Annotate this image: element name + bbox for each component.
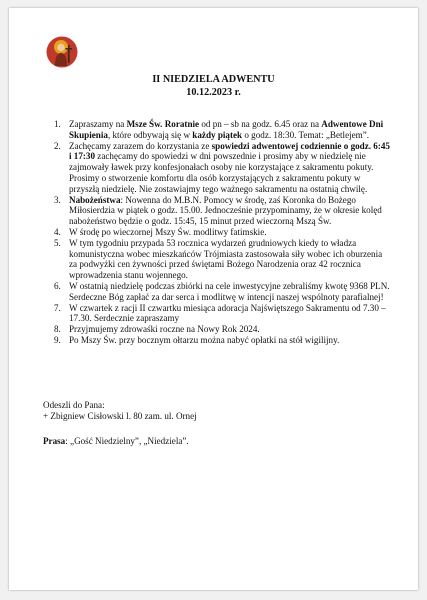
list-item [52, 324, 392, 335]
list-item-text: W środę po wieczornej Mszy Św. modlitwy fatimskie. [69, 226, 267, 237]
footer-section [43, 400, 393, 447]
list-item-emphasis: Adwentowe Dni Skupienia [69, 119, 384, 140]
deceased-heading: Odeszli do Pana: [43, 400, 105, 410]
list-item [52, 195, 392, 227]
list-item-text: : Nowenna do M.B.N. Pomocy w środę, zaś Koronka do Bożego Miłosierdzia w piątek o godz. 15.00. Jednocześnie przypominamy, że w okresie kolęd nabożeństwo będzie o godz. 15:45, 15 minut przed wieczorną Mszą Św. [69, 194, 382, 227]
press-label: Prasa [43, 436, 66, 446]
page-heading [9, 74, 418, 99]
saint-icon [46, 36, 78, 68]
list-item-text: W czwartek z racji II czwartku miesiąca adoracja Najświętszego Sakramentu od 7.30 – 17.30. Serdecznie zapraszamy [69, 302, 386, 324]
list-item-emphasis: spowiedzi adwentowej codziennie o godz. 6:45 i 17:30 [69, 140, 390, 162]
list-item-text: , które odbywają się w [107, 129, 193, 140]
page-date: 10.12.2023 r. [186, 86, 241, 98]
list-item-number: 7. [54, 302, 61, 313]
list-item-emphasis: Msze Św. Roratnie [126, 119, 200, 129]
list-item [52, 227, 392, 238]
list-item-number: 8. [54, 324, 61, 335]
list-item-text: od pn – sb na godz. 6.45 oraz na [199, 119, 322, 129]
deceased-entry: + Zbigniew Cisłowski l. 80 zam. ul. Ornej [43, 411, 197, 421]
list-item [52, 303, 392, 325]
list-item-text: Po Mszy Św. przy bocznym ołtarzu można nabyć opłatki na stół wigilijny. [69, 334, 340, 345]
list-item [52, 119, 392, 141]
press-line [43, 436, 393, 447]
list-item-number: 9. [54, 334, 61, 345]
announcement-list [52, 119, 392, 346]
press-text: : „Gość Niedzielny”, „Niedziela”. [65, 436, 189, 446]
list-item-text: Przyjmujemy zdrowaśki roczne na Nowy Rok 2024. [69, 324, 260, 335]
list-item-text: Zachęcamy zarazem do korzystania ze [69, 140, 212, 151]
page-title: II NIEDZIELA ADWENTU [152, 74, 275, 85]
list-item-emphasis: Nabożeństwa [69, 194, 121, 205]
list-item-number: 5. [54, 237, 61, 248]
list-item-number: 6. [54, 280, 61, 291]
list-item [52, 141, 392, 195]
list-item-number: 2. [54, 140, 61, 151]
document-page [9, 8, 418, 590]
list-item-text: Zapraszamy na [69, 119, 127, 129]
list-item-number: 1. [54, 119, 61, 129]
list-item-text: zachęcamy do spowiedzi w dni powszednie i prosimy aby w niedzielę nie zajmowały ławek przy konfesjonałach osoby nie korzystające z sakramentu pokuty. Prosimy o stworzenie komfortu dla osób korzystających z sakramentu pokuty w przyszłą niedzielę. Nie zostawiajmy tego ważnego sakramentu na ostatnią chwilę. [69, 151, 374, 194]
list-item-text: W tym tygodniu przypada 53 rocznica wydarzeń grudniowych kiedy to władza komunistyczna wobec mieszkańców Trójmiasta zastosowała siły wobec ich oburzenia za podwyżki cen żywności przed świętami Bożego Narodzenia oraz 42 rocznica wprowadzenia stanu wojennego. [69, 237, 383, 281]
list-item [52, 281, 392, 303]
list-item-number: 4. [54, 226, 61, 237]
list-item-text: o godz. 18:30. Temat: „Betlejem”. [242, 129, 370, 140]
list-item-emphasis: każdy piątek [192, 129, 243, 140]
list-item-number: 3. [54, 194, 61, 205]
list-item-text: W ostatnią niedzielę podczas zbiórki na cele inwestycyjne zebraliśmy kwotę 9368 PLN. Serdeczne Bóg zapłać za dar serca i modlitwę w intencji naszej wspólnoty parafialnej! [69, 280, 390, 302]
list-item [52, 238, 392, 281]
list-item [52, 335, 392, 346]
